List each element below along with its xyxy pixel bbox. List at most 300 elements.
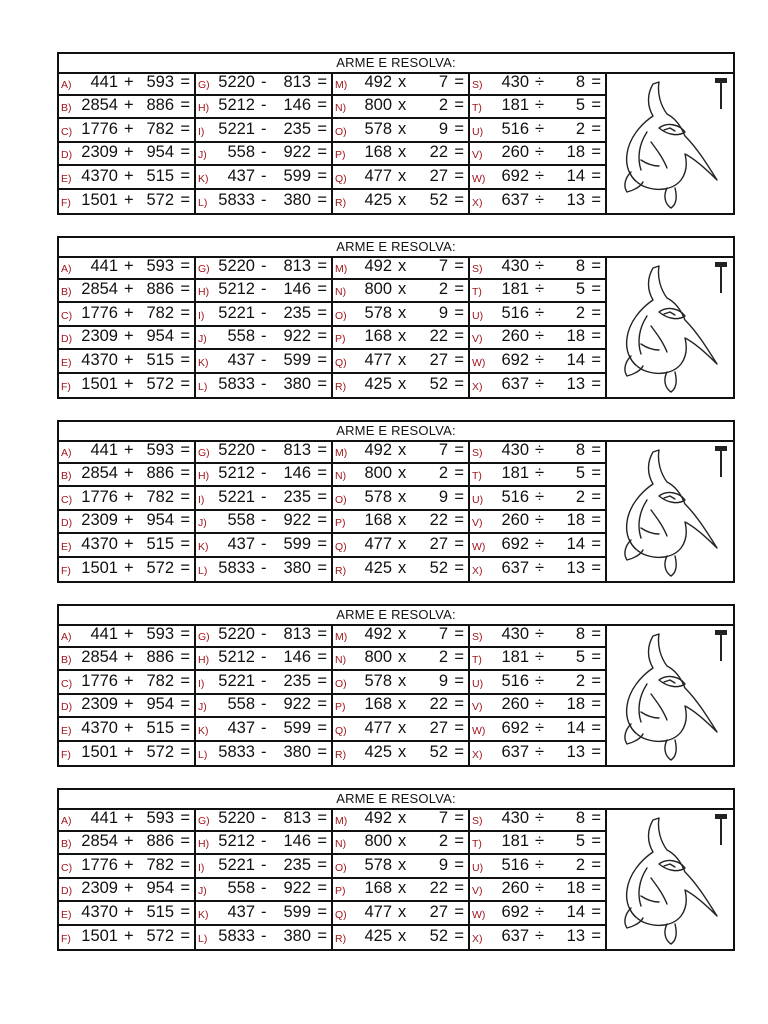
operand-b: 2 bbox=[575, 119, 585, 138]
equals-sign: = bbox=[317, 671, 327, 690]
equals-sign: = bbox=[317, 119, 327, 138]
operand-b: 593 bbox=[146, 624, 174, 643]
operator: x bbox=[398, 671, 407, 690]
problem-cell bbox=[59, 464, 196, 486]
operand-b: 9 bbox=[438, 303, 448, 322]
operand-a: 441 bbox=[90, 440, 118, 459]
problem-letter: A) bbox=[61, 814, 72, 827]
operand-b: 13 bbox=[566, 191, 585, 210]
problem-letter: B) bbox=[61, 838, 72, 851]
problem-cell bbox=[196, 440, 333, 462]
problem-letter: N) bbox=[335, 838, 347, 851]
operator: + bbox=[124, 327, 134, 346]
operator: ÷ bbox=[535, 695, 545, 714]
equals-sign: = bbox=[317, 832, 327, 851]
operator: x bbox=[398, 902, 407, 921]
operand-a: 492 bbox=[364, 72, 392, 91]
equals-sign: = bbox=[591, 96, 601, 115]
problem-cell bbox=[470, 742, 607, 766]
operand-b: 599 bbox=[283, 718, 311, 737]
problem-letter: N) bbox=[335, 286, 347, 299]
operator: - bbox=[261, 902, 267, 921]
operand-a: 1776 bbox=[81, 119, 118, 138]
problem-letter: A) bbox=[61, 78, 72, 91]
problem-letter: H) bbox=[198, 654, 210, 667]
operator: ÷ bbox=[535, 487, 545, 506]
equals-sign: = bbox=[454, 879, 464, 898]
operand-b: 9 bbox=[438, 487, 448, 506]
operator: - bbox=[261, 440, 267, 459]
operator: - bbox=[261, 511, 267, 530]
problem-letter: C) bbox=[61, 125, 73, 138]
equals-sign: = bbox=[317, 256, 327, 275]
problem-cell bbox=[333, 558, 470, 582]
problem-cell bbox=[470, 534, 607, 556]
operator: x bbox=[398, 808, 407, 827]
equals-sign: = bbox=[317, 143, 327, 162]
operand-b: 2 bbox=[575, 671, 585, 690]
equals-sign: = bbox=[454, 487, 464, 506]
operand-a: 637 bbox=[501, 191, 529, 210]
operand-b: 515 bbox=[146, 718, 174, 737]
operand-b: 9 bbox=[438, 671, 448, 690]
problem-cell bbox=[333, 742, 470, 766]
problem-letter: E) bbox=[61, 172, 72, 185]
operand-b: 922 bbox=[283, 879, 311, 898]
operand-b: 18 bbox=[566, 327, 585, 346]
operator: + bbox=[124, 695, 134, 714]
operand-a: 578 bbox=[364, 119, 392, 138]
problem-row bbox=[59, 926, 607, 950]
operand-a: 4370 bbox=[81, 902, 118, 921]
operand-a: 492 bbox=[364, 440, 392, 459]
operand-b: 599 bbox=[283, 166, 311, 185]
operator: ÷ bbox=[535, 808, 545, 827]
operand-a: 5833 bbox=[218, 927, 255, 946]
equals-sign: = bbox=[591, 534, 601, 553]
problem-cell bbox=[196, 96, 333, 118]
operator: ÷ bbox=[535, 350, 545, 369]
operator: + bbox=[124, 350, 134, 369]
operand-b: 52 bbox=[429, 559, 448, 578]
operand-b: 235 bbox=[283, 487, 311, 506]
operand-a: 492 bbox=[364, 256, 392, 275]
operator: + bbox=[124, 280, 134, 299]
problem-letter: B) bbox=[61, 286, 72, 299]
operand-b: 380 bbox=[283, 559, 311, 578]
problem-row bbox=[59, 374, 607, 398]
operand-b: 922 bbox=[283, 695, 311, 714]
problem-row bbox=[59, 280, 607, 304]
problem-letter: O) bbox=[335, 861, 347, 874]
problem-cell bbox=[470, 671, 607, 693]
problem-letter: B) bbox=[61, 470, 72, 483]
operator: - bbox=[261, 166, 267, 185]
operator: ÷ bbox=[535, 143, 545, 162]
problem-cell bbox=[470, 166, 607, 188]
operand-b: 954 bbox=[146, 511, 174, 530]
problem-row bbox=[59, 96, 607, 120]
operator: - bbox=[261, 879, 267, 898]
problem-letter: L) bbox=[198, 749, 208, 762]
operand-b: 2 bbox=[438, 832, 448, 851]
operator: x bbox=[398, 327, 407, 346]
equals-sign: = bbox=[317, 303, 327, 322]
operator: + bbox=[124, 671, 134, 690]
problem-cell bbox=[59, 143, 196, 165]
problem-letter: D) bbox=[61, 333, 73, 346]
operator: + bbox=[124, 559, 134, 578]
operand-a: 425 bbox=[364, 375, 392, 394]
operator: - bbox=[261, 534, 267, 553]
problem-letter: I) bbox=[198, 309, 205, 322]
operand-b: 7 bbox=[438, 256, 448, 275]
exercise-block bbox=[57, 236, 735, 399]
operator: x bbox=[398, 648, 407, 667]
operand-a: 437 bbox=[227, 534, 255, 553]
problem-letter: O) bbox=[335, 125, 347, 138]
equals-sign: = bbox=[180, 72, 190, 91]
problem-row bbox=[59, 166, 607, 190]
operand-a: 692 bbox=[501, 166, 529, 185]
operator: + bbox=[124, 143, 134, 162]
problem-letter: I) bbox=[198, 125, 205, 138]
operand-b: 515 bbox=[146, 350, 174, 369]
operand-a: 430 bbox=[501, 72, 529, 91]
equals-sign: = bbox=[591, 511, 601, 530]
operand-a: 181 bbox=[501, 280, 529, 299]
operand-b: 235 bbox=[283, 119, 311, 138]
problem-cell bbox=[59, 855, 196, 877]
problem-cell bbox=[470, 926, 607, 950]
operand-b: 599 bbox=[283, 350, 311, 369]
operator: + bbox=[124, 464, 134, 483]
operator: x bbox=[398, 143, 407, 162]
equals-sign: = bbox=[180, 534, 190, 553]
operator: + bbox=[124, 119, 134, 138]
problem-cell bbox=[470, 624, 607, 646]
problem-row bbox=[59, 440, 607, 464]
equals-sign: = bbox=[180, 671, 190, 690]
problem-letter: W) bbox=[472, 540, 486, 553]
operand-a: 168 bbox=[364, 143, 392, 162]
operand-a: 2309 bbox=[81, 879, 118, 898]
equals-sign: = bbox=[317, 72, 327, 91]
operand-a: 260 bbox=[501, 143, 529, 162]
problem-row bbox=[59, 143, 607, 167]
problem-row bbox=[59, 832, 607, 856]
operator: - bbox=[261, 648, 267, 667]
operand-b: 2 bbox=[575, 303, 585, 322]
problem-row bbox=[59, 742, 607, 766]
operand-b: 886 bbox=[146, 832, 174, 851]
problem-cell bbox=[470, 855, 607, 877]
equals-sign: = bbox=[591, 440, 601, 459]
problem-letter: D) bbox=[61, 701, 73, 714]
problem-letter: J) bbox=[198, 333, 207, 346]
problem-grid bbox=[59, 808, 607, 949]
operand-a: 637 bbox=[501, 743, 529, 762]
operand-b: 782 bbox=[146, 303, 174, 322]
equals-sign: = bbox=[454, 72, 464, 91]
exercise-block bbox=[57, 420, 735, 583]
problem-cell bbox=[333, 96, 470, 118]
problem-cell bbox=[59, 832, 196, 854]
operand-a: 637 bbox=[501, 559, 529, 578]
operand-a: 437 bbox=[227, 902, 255, 921]
operator: - bbox=[261, 559, 267, 578]
operand-b: 146 bbox=[283, 832, 311, 851]
operator: + bbox=[124, 855, 134, 874]
problem-cell bbox=[470, 511, 607, 533]
problem-cell bbox=[59, 648, 196, 670]
equals-sign: = bbox=[317, 166, 327, 185]
problem-letter: H) bbox=[198, 102, 210, 115]
equals-sign: = bbox=[454, 718, 464, 737]
operand-a: 492 bbox=[364, 808, 392, 827]
operand-a: 425 bbox=[364, 191, 392, 210]
equals-sign: = bbox=[317, 718, 327, 737]
operator: + bbox=[124, 166, 134, 185]
operator: - bbox=[261, 695, 267, 714]
operator: x bbox=[398, 855, 407, 874]
problem-grid bbox=[59, 440, 607, 581]
problem-cell bbox=[59, 624, 196, 646]
problem-letter: O) bbox=[335, 677, 347, 690]
problem-letter: J) bbox=[198, 149, 207, 162]
operator: - bbox=[261, 327, 267, 346]
operand-a: 692 bbox=[501, 350, 529, 369]
operand-b: 8 bbox=[575, 808, 585, 827]
operator: x bbox=[398, 119, 407, 138]
equals-sign: = bbox=[454, 624, 464, 643]
operand-a: 437 bbox=[227, 166, 255, 185]
operator: ÷ bbox=[535, 559, 545, 578]
operand-a: 5833 bbox=[218, 743, 255, 762]
operator: ÷ bbox=[535, 256, 545, 275]
operator: - bbox=[261, 72, 267, 91]
operator: - bbox=[261, 855, 267, 874]
operand-b: 2 bbox=[575, 487, 585, 506]
problem-cell bbox=[470, 558, 607, 582]
operand-a: 477 bbox=[364, 902, 392, 921]
equals-sign: = bbox=[180, 143, 190, 162]
equals-sign: = bbox=[317, 350, 327, 369]
operand-b: 14 bbox=[566, 902, 585, 921]
problem-cell bbox=[59, 879, 196, 901]
operand-a: 430 bbox=[501, 440, 529, 459]
problem-letter: T) bbox=[472, 286, 482, 299]
problem-cell bbox=[333, 280, 470, 302]
operand-a: 5220 bbox=[218, 624, 255, 643]
operand-a: 181 bbox=[501, 96, 529, 115]
operand-a: 516 bbox=[501, 855, 529, 874]
operand-a: 168 bbox=[364, 695, 392, 714]
operand-a: 4370 bbox=[81, 718, 118, 737]
operand-a: 637 bbox=[501, 375, 529, 394]
equals-sign: = bbox=[591, 166, 601, 185]
operator: + bbox=[124, 303, 134, 322]
problem-letter: F) bbox=[61, 197, 71, 210]
operator: x bbox=[398, 743, 407, 762]
problem-letter: N) bbox=[335, 102, 347, 115]
operand-b: 813 bbox=[283, 624, 311, 643]
operand-b: 18 bbox=[566, 143, 585, 162]
problem-letter: I) bbox=[198, 861, 205, 874]
operand-b: 8 bbox=[575, 624, 585, 643]
equals-sign: = bbox=[454, 280, 464, 299]
operator: x bbox=[398, 303, 407, 322]
problem-cell bbox=[470, 143, 607, 165]
problem-letter: F) bbox=[61, 933, 71, 946]
problem-letter: V) bbox=[472, 517, 483, 530]
equals-sign: = bbox=[180, 743, 190, 762]
problem-cell bbox=[333, 879, 470, 901]
operand-b: 593 bbox=[146, 256, 174, 275]
operator: - bbox=[261, 143, 267, 162]
equals-sign: = bbox=[180, 191, 190, 210]
problem-row bbox=[59, 487, 607, 511]
operand-b: 52 bbox=[429, 191, 448, 210]
problem-cell bbox=[470, 902, 607, 924]
problem-cell bbox=[59, 280, 196, 302]
problem-cell bbox=[333, 119, 470, 141]
operand-a: 1501 bbox=[81, 375, 118, 394]
operator: + bbox=[124, 808, 134, 827]
operand-b: 27 bbox=[429, 166, 448, 185]
equals-sign: = bbox=[180, 440, 190, 459]
problem-letter: U) bbox=[472, 677, 484, 690]
operand-a: 516 bbox=[501, 303, 529, 322]
operand-a: 1501 bbox=[81, 191, 118, 210]
problem-cell bbox=[59, 440, 196, 462]
problem-letter: J) bbox=[198, 885, 207, 898]
problem-letter: S) bbox=[472, 630, 483, 643]
problem-cell bbox=[333, 256, 470, 278]
operand-a: 5833 bbox=[218, 559, 255, 578]
problem-cell bbox=[333, 303, 470, 325]
problem-letter: L) bbox=[198, 933, 208, 946]
problem-letter: B) bbox=[61, 654, 72, 667]
operator: ÷ bbox=[535, 855, 545, 874]
problem-letter: B) bbox=[61, 102, 72, 115]
problem-letter: V) bbox=[472, 885, 483, 898]
equals-sign: = bbox=[591, 327, 601, 346]
equals-sign: = bbox=[317, 695, 327, 714]
operator: x bbox=[398, 879, 407, 898]
operand-b: 146 bbox=[283, 464, 311, 483]
equals-sign: = bbox=[454, 534, 464, 553]
problem-cell bbox=[196, 695, 333, 717]
equals-sign: = bbox=[180, 624, 190, 643]
problem-cell bbox=[333, 166, 470, 188]
problem-letter: V) bbox=[472, 333, 483, 346]
problem-cell bbox=[196, 119, 333, 141]
block-title: ARME E RESOLVA: bbox=[59, 238, 733, 258]
problem-letter: Q) bbox=[335, 724, 347, 737]
problem-letter: X) bbox=[472, 749, 483, 762]
operand-a: 260 bbox=[501, 327, 529, 346]
equals-sign: = bbox=[454, 303, 464, 322]
operator: ÷ bbox=[535, 119, 545, 138]
operand-a: 578 bbox=[364, 671, 392, 690]
equals-sign: = bbox=[180, 327, 190, 346]
operand-b: 13 bbox=[566, 743, 585, 762]
operand-a: 558 bbox=[227, 327, 255, 346]
problem-row bbox=[59, 879, 607, 903]
equals-sign: = bbox=[591, 927, 601, 946]
equals-sign: = bbox=[591, 695, 601, 714]
problem-cell bbox=[470, 695, 607, 717]
problem-letter: S) bbox=[472, 78, 483, 91]
equals-sign: = bbox=[317, 280, 327, 299]
problem-row bbox=[59, 534, 607, 558]
operand-b: 2 bbox=[438, 280, 448, 299]
problem-row bbox=[59, 303, 607, 327]
problem-cell bbox=[470, 72, 607, 94]
operand-a: 2854 bbox=[81, 832, 118, 851]
equals-sign: = bbox=[454, 832, 464, 851]
problem-letter: P) bbox=[335, 885, 346, 898]
problem-row bbox=[59, 808, 607, 832]
operand-b: 813 bbox=[283, 256, 311, 275]
operator: ÷ bbox=[535, 440, 545, 459]
problem-cell bbox=[196, 624, 333, 646]
problem-cell bbox=[59, 671, 196, 693]
operator: ÷ bbox=[535, 927, 545, 946]
operand-a: 5212 bbox=[218, 832, 255, 851]
operator: ÷ bbox=[535, 72, 545, 91]
problem-letter: C) bbox=[61, 861, 73, 874]
problem-letter: U) bbox=[472, 125, 484, 138]
operand-a: 800 bbox=[364, 464, 392, 483]
operator: - bbox=[261, 256, 267, 275]
equals-sign: = bbox=[591, 375, 601, 394]
operand-b: 572 bbox=[146, 559, 174, 578]
problem-letter: S) bbox=[472, 814, 483, 827]
problem-cell bbox=[333, 350, 470, 372]
problem-letter: C) bbox=[61, 493, 73, 506]
problem-cell bbox=[470, 119, 607, 141]
operand-a: 181 bbox=[501, 464, 529, 483]
equals-sign: = bbox=[180, 808, 190, 827]
operand-b: 235 bbox=[283, 855, 311, 874]
operand-b: 13 bbox=[566, 559, 585, 578]
problem-row bbox=[59, 72, 607, 96]
operator: - bbox=[261, 119, 267, 138]
problem-cell bbox=[196, 464, 333, 486]
equals-sign: = bbox=[454, 743, 464, 762]
problem-letter: T) bbox=[472, 470, 482, 483]
equals-sign: = bbox=[180, 280, 190, 299]
operand-b: 515 bbox=[146, 902, 174, 921]
equals-sign: = bbox=[591, 303, 601, 322]
operator: - bbox=[261, 487, 267, 506]
operand-a: 5221 bbox=[218, 671, 255, 690]
problem-cell bbox=[59, 119, 196, 141]
operand-b: 515 bbox=[146, 166, 174, 185]
operand-b: 22 bbox=[429, 879, 448, 898]
operator: - bbox=[261, 464, 267, 483]
operator: - bbox=[261, 671, 267, 690]
operator: + bbox=[124, 927, 134, 946]
equals-sign: = bbox=[180, 648, 190, 667]
operand-b: 7 bbox=[438, 624, 448, 643]
problem-letter: K) bbox=[198, 540, 209, 553]
operand-b: 380 bbox=[283, 191, 311, 210]
equals-sign: = bbox=[317, 902, 327, 921]
problem-letter: M) bbox=[335, 446, 348, 459]
